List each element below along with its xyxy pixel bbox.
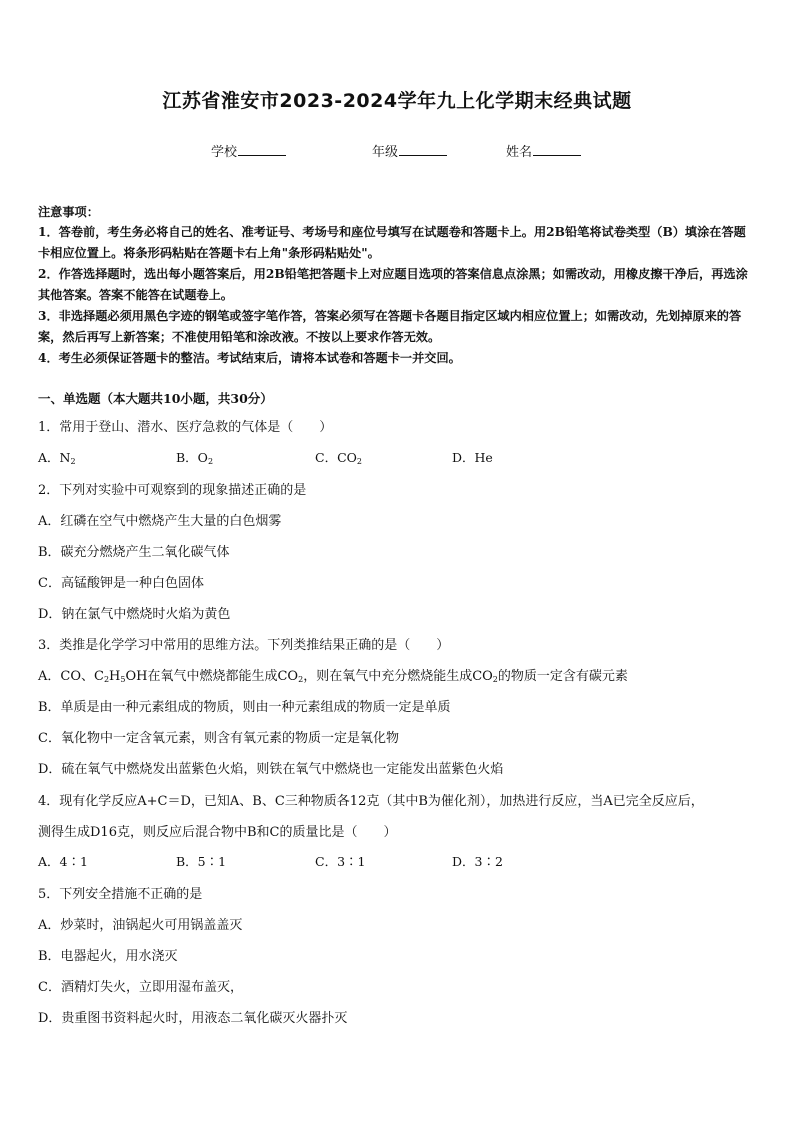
q3-option-d: D．硫在氧气中燃烧发出蓝紫色火焰，则铁在氧气中燃烧也一定能发出蓝紫色火焰 [38, 762, 504, 777]
school-field [211, 141, 286, 160]
notice-title: 注意事项： [38, 205, 99, 219]
q3-option-c: C．氧化物中一定含氧元素，则含有氧元素的物质一定是氧化物 [38, 731, 399, 746]
grade-label: 年级 [372, 145, 399, 160]
q3-option-b: B．单质是由一种元素组成的物质，则由一种元素组成的物质一定是单质 [38, 700, 451, 715]
name-label: 姓名 [506, 145, 533, 160]
q2-option-b: B．碳充分燃烧产生二氧化碳气体 [38, 545, 230, 560]
q2-option-d: D．钠在氯气中燃烧时火焰为黄色 [38, 607, 231, 622]
q4-option-d: D．3∶2 [452, 854, 503, 869]
page-title: 江苏省淮安市2023-2024学年九上化学期末经典试题 [162, 90, 632, 112]
q1-stem: 1．常用于登山、潜水、医疗急救的气体是（ ） [38, 420, 333, 435]
school-blank[interactable] [238, 143, 286, 156]
section-title: 一、单选题（本大题共10小题，共30分） [38, 391, 273, 406]
q2-option-c: C．高锰酸钾是一种白色固体 [38, 576, 204, 591]
q4-stem-line-2: 测得生成D16克，则反应后混合物中B和C的质量比是（ ） [38, 825, 397, 840]
q3-stem: 3．类推是化学学习中常用的思维方法。下列类推结果正确的是（ ） [38, 638, 450, 653]
school-label: 学校 [211, 145, 238, 160]
notice-item-1: 1．答卷前，考生务必将自己的姓名、准考证号、考场号和座位号填写在试题卷和答题卡上。用2B铅笔将试卷类型（B）填涂在答题卡相应位置上。将条形码粘贴在答题卡右上角"条形码粘贴处"。 [38, 225, 746, 260]
student-info-row [0, 141, 794, 161]
q4-option-c: C．3∶1 [315, 854, 366, 869]
notice-item-3: 3．非选择题必须用黑色字迹的钢笔或签字笔作答，答案必须写在答题卡各题目指定区域内相应位置上；如需改动，先划掉原来的答案，然后再写上新答案；不准使用铅笔和涂改液。不按以上要求作答无效。 [38, 309, 742, 344]
q1-option-a: A．$N_2$ [38, 450, 76, 466]
q3-option-a: A．CO、$C_2H_5OH$在氧气中燃烧都能生成$CO_2$，则在氧气中充分燃烧能生成$CO_2$的物质一定含有碳元素 [38, 669, 628, 684]
q4-stem-line-1: 4．现有化学反应A+C＝D，已知A、B、C三种物质各12克（其中B为催化剂），加热进行反应，当A已完全反应后， [38, 794, 704, 809]
q5-stem: 5．下列安全措施不正确的是 [38, 887, 203, 902]
q5-option-a: A．炒菜时，油锅起火可用锅盖盖灭 [38, 918, 243, 933]
grade-field [372, 141, 447, 160]
q4-option-b: B．5∶1 [176, 854, 227, 869]
q1-option-b: B．$O_2$ [176, 450, 214, 466]
name-field [506, 141, 581, 160]
q5-option-c: C．酒精灯失火，立即用湿布盖灭， [38, 980, 243, 995]
q4-option-a: A．4∶1 [38, 854, 88, 869]
q5-option-b: B．电器起火，用水浇灭 [38, 949, 178, 964]
q1-option-d: D．He [452, 450, 493, 465]
notice-item-4: 4．考生必须保证答题卡的整洁。考试结束后，请将本试卷和答题卡一并交回。 [38, 351, 461, 365]
q2-stem: 2．下列对实验中可观察到的现象描述正确的是 [38, 483, 307, 498]
grade-blank[interactable] [399, 143, 447, 156]
q1-option-c: C．$CO_2$ [315, 450, 362, 466]
q5-option-d: D．贵重图书资料起火时，用液态二氧化碳灭火器扑灭 [38, 1011, 348, 1026]
notice-item-2: 2．作答选择题时，选出每小题答案后，用2B铅笔把答题卡上对应题目选项的答案信息点涂黑；如需改动，用橡皮擦干净后，再选涂其他答案。答案不能答在试题卷上。 [38, 267, 748, 302]
q2-option-a: A．红磷在空气中燃烧产生大量的白色烟雾 [38, 514, 282, 529]
name-blank[interactable] [533, 143, 581, 156]
